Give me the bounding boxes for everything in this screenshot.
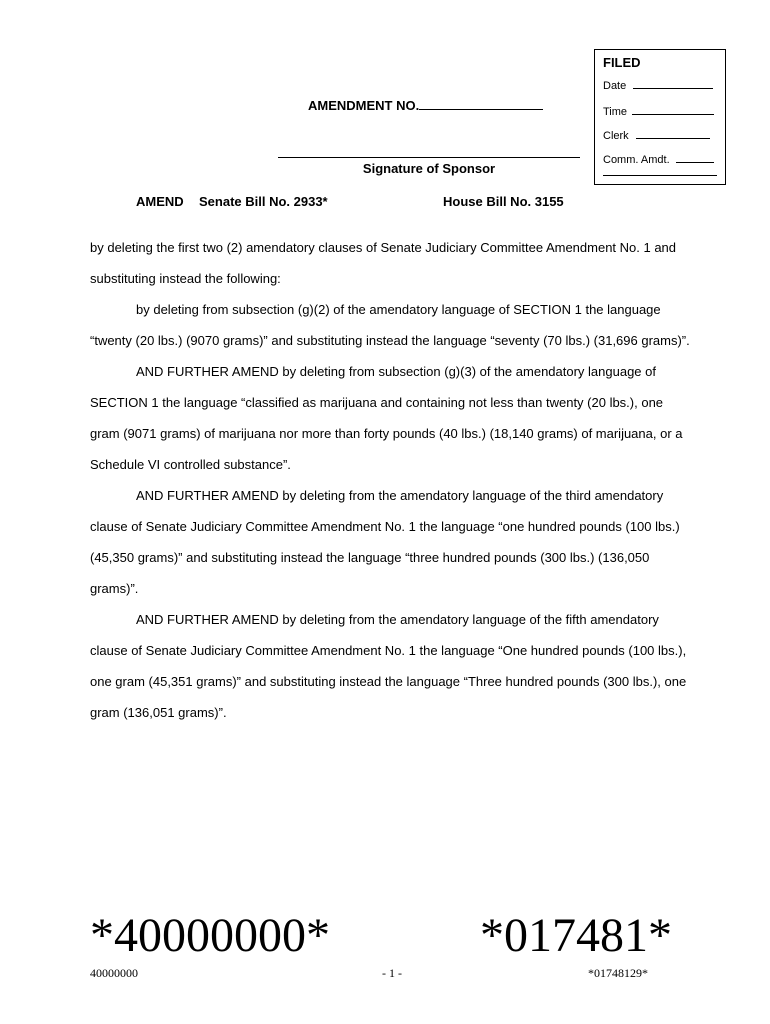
page-number: - 1 - (382, 966, 402, 980)
filed-time-line (632, 104, 714, 115)
body-paragraph: by deleting the first two (2) amendatory clauses of Senate Judiciary Committee Amendment No. 1 and substituting instead the following: (90, 240, 677, 286)
filed-clerk-line (636, 128, 710, 139)
filed-time-row (603, 104, 717, 118)
amend-label: AMEND (136, 194, 184, 209)
body-paragraph: AND FURTHER AMEND by deleting from the amendatory language of the third amendatory clause of Senate Judiciary Committee Amendment No. 1 the language “one hundred pounds (100 lbs.) (45,350 grams)” and substituting instead the language “three hundred pounds (300 lbs.) (136,050 grams)”. (90, 488, 680, 596)
filed-clerk-label: Clerk (603, 130, 629, 142)
filed-stamp-box (594, 49, 726, 185)
filed-clerk-row (603, 128, 717, 142)
body-paragraph: AND FURTHER AMEND by deleting from subsection (g)(3) of the amendatory language of SECTION 1 the language “classified as marijuana and containing not less than twenty (20 lbs.), one gram (9071 grams) of marijuana nor more than forty pounds (40 lbs.) (18,140 grams) of marijuana, or a Schedule VI controlled substance”. (90, 364, 683, 472)
filed-comm-row (603, 152, 717, 166)
filed-date-row (603, 78, 717, 92)
footer-code-left: 40000000 (90, 966, 138, 980)
footer-code-right: *01748129* (588, 966, 648, 980)
filed-blank-line (603, 175, 717, 176)
senate-bill-number: Senate Bill No. 2933* (199, 194, 328, 209)
amendment-number-line (419, 97, 543, 110)
filed-time-label: Time (603, 106, 628, 118)
body-paragraph: by deleting from subsection (g)(2) of the amendatory language of SECTION 1 the language “twenty (20 lbs.) (9070 grams)” and substituting instead the language “seventy (70 lbs.) (31,696 grams)”. (90, 302, 690, 348)
amendment-number (308, 97, 543, 113)
filed-comm-label: Comm. Amdt. (603, 154, 670, 166)
filed-comm-line (676, 152, 714, 163)
barcode-right: *017481* (480, 909, 672, 962)
amendment-body (90, 232, 690, 728)
signature-label: Signature of Sponsor (362, 161, 496, 176)
filed-title: FILED (603, 55, 641, 70)
house-bill-number: House Bill No. 3155 (443, 194, 564, 209)
amendment-number-label: AMENDMENT NO. (308, 98, 420, 113)
signature-line (278, 157, 580, 158)
body-paragraph: AND FURTHER AMEND by deleting from the amendatory language of the fifth amendatory clause of Senate Judiciary Committee Amendment No. 1 the language “One hundred pounds (100 lbs.), one gram (45,351 grams)” and substituting instead the language “Three hundred pounds (300 lbs.), one gram (136,051 grams)”. (90, 612, 687, 720)
filed-date-label: Date (603, 80, 627, 92)
filed-date-line (633, 78, 713, 89)
barcode-left: *40000000* (90, 909, 330, 962)
